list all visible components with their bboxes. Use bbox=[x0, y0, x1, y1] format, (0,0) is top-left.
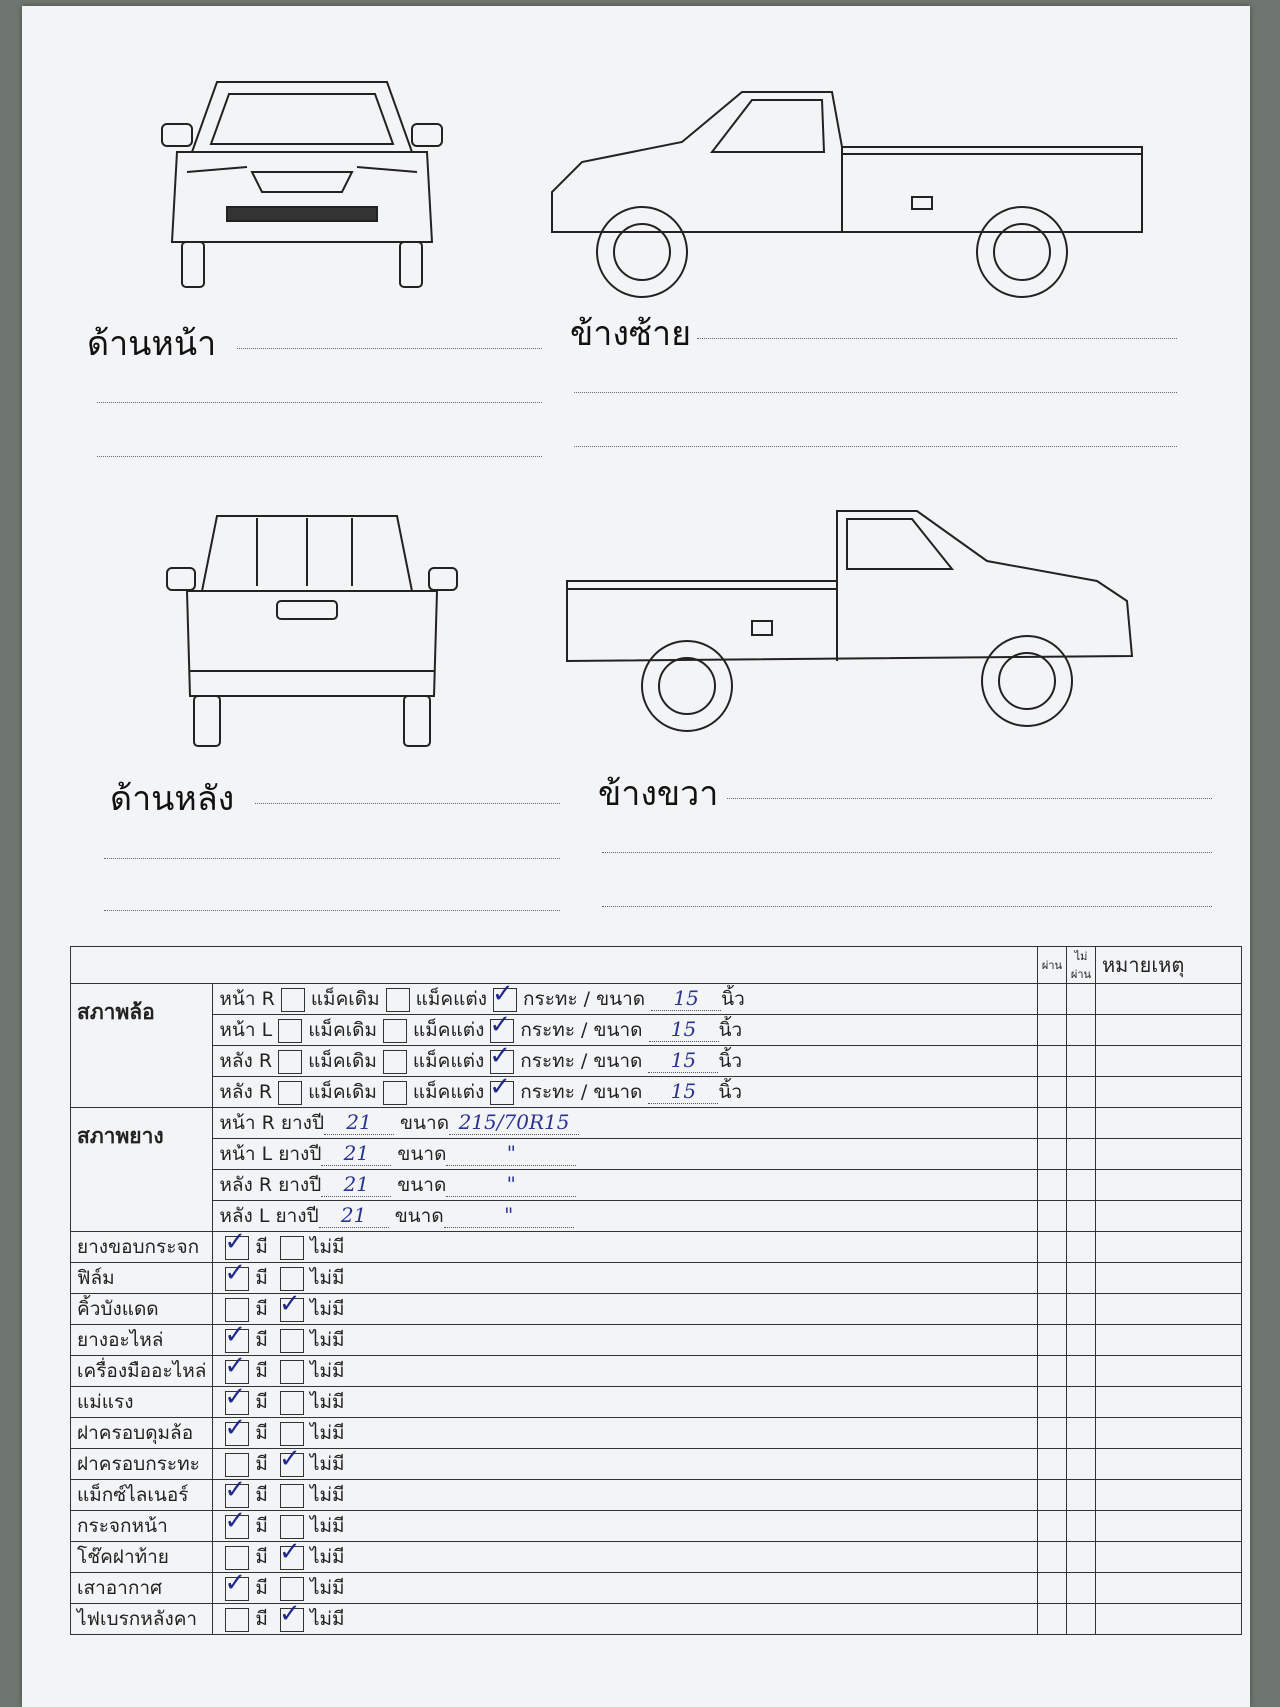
has-checkbox[interactable] bbox=[224, 1226, 249, 1260]
right-note-line[interactable] bbox=[602, 906, 1212, 907]
fail-cell[interactable] bbox=[1067, 1201, 1096, 1232]
item-name: คิ้วบังแดด bbox=[71, 1294, 213, 1325]
table-row bbox=[71, 984, 1242, 1015]
item-name: เครื่องมืออะไหล่ bbox=[71, 1356, 213, 1387]
none-label: ไม่มี bbox=[309, 1422, 345, 1444]
tire-size-value[interactable]: " bbox=[446, 1141, 576, 1166]
fail-cell[interactable] bbox=[1067, 1077, 1096, 1108]
tire-year-value[interactable]: 21 bbox=[321, 1141, 391, 1166]
custom-mag-label: แม็คแต่ง bbox=[412, 1081, 485, 1103]
none-checkbox[interactable] bbox=[280, 1422, 304, 1446]
wheel-size-value[interactable]: 15 bbox=[648, 1048, 718, 1073]
left-note-line[interactable] bbox=[697, 338, 1177, 339]
original-mag-label: แม็คเดิม bbox=[310, 988, 380, 1010]
none-label: ไม่มี bbox=[309, 1608, 345, 1630]
has-label: มี bbox=[255, 1267, 268, 1289]
fail-cell[interactable] bbox=[1067, 1139, 1096, 1170]
fail-cell[interactable] bbox=[1067, 1356, 1096, 1387]
table-row bbox=[71, 1418, 1242, 1449]
tire-year-label: ยางปี bbox=[275, 1205, 319, 1227]
none-checkbox[interactable] bbox=[280, 1267, 304, 1291]
none-label: ไม่มี bbox=[309, 1484, 345, 1506]
has-checkbox[interactable] bbox=[224, 1350, 249, 1384]
front-view-label: ด้านหน้า bbox=[87, 324, 217, 364]
none-label: ไม่มี bbox=[309, 1391, 345, 1413]
fail-cell[interactable] bbox=[1067, 1263, 1096, 1294]
pass-cell[interactable] bbox=[1038, 1511, 1067, 1542]
tire-size-label: ขนาด bbox=[397, 1174, 447, 1196]
pass-cell[interactable] bbox=[1038, 1077, 1067, 1108]
rear-note-line[interactable] bbox=[255, 803, 560, 804]
left-note-line[interactable] bbox=[574, 446, 1177, 447]
checkmark-icon: ✓ bbox=[224, 1474, 247, 1505]
none-label: ไม่มี bbox=[309, 1298, 345, 1320]
table-row bbox=[71, 1015, 1242, 1046]
has-checkbox[interactable] bbox=[224, 1412, 249, 1446]
original-mag-checkbox[interactable] bbox=[281, 988, 305, 1012]
pass-cell[interactable] bbox=[1038, 1418, 1067, 1449]
none-label: ไม่มี bbox=[309, 1577, 345, 1599]
item-name: ฝาครอบกระทะ bbox=[71, 1449, 213, 1480]
remarks-cell[interactable] bbox=[1096, 1046, 1242, 1077]
tire-year-value[interactable]: 21 bbox=[319, 1203, 389, 1228]
checkmark-icon: ✓ bbox=[224, 1567, 247, 1598]
checkmark-icon: ✓ bbox=[224, 1226, 247, 1257]
remarks-cell[interactable] bbox=[1096, 1139, 1242, 1170]
tire-position: หน้า R bbox=[219, 1112, 275, 1134]
has-label: มี bbox=[255, 1546, 268, 1568]
has-label: มี bbox=[255, 1360, 268, 1382]
checkmark-icon: ✓ bbox=[489, 1071, 512, 1102]
none-checkbox[interactable] bbox=[278, 1598, 304, 1632]
fail-cell[interactable] bbox=[1067, 1294, 1096, 1325]
custom-mag-label: แม็คแต่ง bbox=[413, 1019, 485, 1041]
item-name: แม็กซ์ไลเนอร์ bbox=[71, 1480, 213, 1511]
none-label: ไม่มี bbox=[309, 1360, 345, 1382]
tire-position: หลัง L bbox=[219, 1205, 270, 1227]
item-name: ไฟเบรกหลังคา bbox=[71, 1604, 213, 1635]
pass-cell[interactable] bbox=[1038, 1387, 1067, 1418]
custom-mag-checkbox[interactable] bbox=[386, 988, 410, 1012]
wheel-size-value[interactable]: 15 bbox=[649, 1017, 719, 1042]
none-checkbox[interactable] bbox=[278, 1536, 304, 1570]
remarks-cell[interactable] bbox=[1096, 1015, 1242, 1046]
custom-mag-label: แม็คแต่ง bbox=[415, 988, 487, 1010]
remarks-cell[interactable] bbox=[1096, 1170, 1242, 1201]
fail-cell[interactable] bbox=[1067, 1418, 1096, 1449]
remarks-cell[interactable] bbox=[1096, 1573, 1242, 1604]
table-header-row bbox=[71, 947, 1242, 984]
none-checkbox[interactable] bbox=[278, 1443, 304, 1477]
remarks-cell[interactable] bbox=[1096, 1356, 1242, 1387]
tire-year-label: ยางปี bbox=[278, 1174, 322, 1196]
inspection-checklist-table bbox=[70, 946, 1242, 1635]
remarks-cell[interactable] bbox=[1096, 1232, 1242, 1263]
steel-wheel-label: กระทะ / ขนาด bbox=[520, 1081, 643, 1103]
has-label: มี bbox=[255, 1422, 268, 1444]
table-row bbox=[71, 1511, 1242, 1542]
remarks-cell[interactable] bbox=[1096, 1294, 1242, 1325]
has-checkbox[interactable] bbox=[224, 1381, 249, 1415]
remarks-column-header: หมายเหตุ bbox=[1096, 947, 1242, 984]
tire-position: หน้า L bbox=[219, 1143, 273, 1165]
table-row bbox=[71, 1046, 1242, 1077]
pass-cell[interactable] bbox=[1038, 1542, 1067, 1573]
has-checkbox[interactable] bbox=[225, 1546, 249, 1570]
checkmark-icon: ✓ bbox=[489, 1009, 512, 1040]
remarks-cell[interactable] bbox=[1096, 1542, 1242, 1573]
truck-front-drawing bbox=[157, 72, 447, 292]
has-checkbox[interactable] bbox=[224, 1319, 249, 1353]
tire-size-label: ขนาด bbox=[394, 1205, 444, 1227]
steel-wheel-checkbox[interactable] bbox=[489, 1040, 514, 1074]
pass-cell[interactable] bbox=[1038, 1480, 1067, 1511]
wheel-section bbox=[71, 978, 1242, 1108]
none-checkbox[interactable] bbox=[280, 1577, 304, 1601]
custom-mag-checkbox[interactable] bbox=[383, 1019, 407, 1043]
none-label: ไม่มี bbox=[309, 1515, 345, 1537]
checkmark-icon: ✓ bbox=[224, 1257, 247, 1288]
item-name: ฟิล์ม bbox=[71, 1263, 213, 1294]
none-label: ไม่มี bbox=[309, 1453, 345, 1475]
item-name: กระจกหน้า bbox=[71, 1511, 213, 1542]
right-note-line[interactable] bbox=[602, 852, 1212, 853]
fail-cell[interactable] bbox=[1067, 1046, 1096, 1077]
has-label: มี bbox=[255, 1391, 268, 1413]
inch-unit: นิ้ว bbox=[721, 988, 745, 1010]
none-checkbox[interactable] bbox=[280, 1515, 304, 1539]
truck-right-side-drawing bbox=[557, 501, 1207, 736]
original-mag-label: แม็คเดิม bbox=[308, 1019, 378, 1041]
fail-cell[interactable] bbox=[1067, 1015, 1096, 1046]
has-checkbox[interactable] bbox=[225, 1298, 249, 1322]
tire-size-label: ขนาด bbox=[397, 1143, 447, 1165]
table-row bbox=[71, 1573, 1242, 1604]
has-checkbox[interactable] bbox=[224, 1567, 249, 1601]
tire-year-value[interactable]: 21 bbox=[321, 1172, 391, 1197]
left-note-line[interactable] bbox=[574, 392, 1177, 393]
checkmark-icon: ✓ bbox=[489, 1040, 512, 1071]
item-name: ยางขอบกระจก bbox=[71, 1232, 213, 1263]
tire-year-label: ยางปี bbox=[280, 1112, 324, 1134]
steel-wheel-label: กระทะ / ขนาด bbox=[520, 1050, 643, 1072]
steel-wheel-checkbox[interactable] bbox=[489, 1009, 514, 1043]
original-mag-checkbox[interactable] bbox=[278, 1019, 302, 1043]
item-name: เสาอากาศ bbox=[71, 1573, 213, 1604]
pass-cell[interactable] bbox=[1038, 1573, 1067, 1604]
pass-cell[interactable] bbox=[1038, 1015, 1067, 1046]
fail-cell[interactable] bbox=[1067, 1170, 1096, 1201]
checkmark-icon: ✓ bbox=[278, 1598, 301, 1629]
fail-cell[interactable] bbox=[1067, 1511, 1096, 1542]
original-mag-checkbox[interactable] bbox=[278, 1081, 302, 1105]
custom-mag-label: แม็คแต่ง bbox=[412, 1050, 485, 1072]
table-row bbox=[71, 1077, 1242, 1108]
checkmark-icon: ✓ bbox=[492, 978, 514, 1009]
remarks-cell[interactable] bbox=[1096, 984, 1242, 1015]
truck-rear-drawing bbox=[162, 506, 462, 756]
has-label: มี bbox=[255, 1608, 268, 1630]
none-label: ไม่มี bbox=[309, 1546, 345, 1568]
custom-mag-checkbox[interactable] bbox=[383, 1081, 407, 1105]
pass-cell[interactable] bbox=[1038, 1170, 1067, 1201]
fail-cell[interactable] bbox=[1067, 1387, 1096, 1418]
none-checkbox[interactable] bbox=[280, 1360, 304, 1384]
remarks-cell[interactable] bbox=[1096, 1480, 1242, 1511]
has-label: มี bbox=[255, 1577, 268, 1599]
table-row bbox=[71, 1108, 1242, 1139]
original-mag-label: แม็คเดิม bbox=[308, 1050, 377, 1072]
tire-size-label: ขนาด bbox=[400, 1112, 450, 1134]
table-row bbox=[71, 1263, 1242, 1294]
front-note-line[interactable] bbox=[97, 402, 542, 403]
remarks-cell[interactable] bbox=[1096, 1387, 1242, 1418]
has-label: มี bbox=[255, 1329, 268, 1351]
steel-wheel-label: กระทะ / ขนาด bbox=[523, 988, 646, 1010]
inspection-sheet bbox=[22, 6, 1250, 1707]
has-label: มี bbox=[255, 1236, 268, 1258]
pass-column-header: ผ่าน bbox=[1038, 947, 1067, 984]
right-note-line[interactable] bbox=[727, 798, 1212, 799]
accessory-section bbox=[71, 1226, 1242, 1635]
inch-unit: นิ้ว bbox=[718, 1050, 743, 1072]
custom-mag-checkbox[interactable] bbox=[383, 1050, 407, 1074]
original-mag-checkbox[interactable] bbox=[278, 1050, 302, 1074]
tire-year-label: ยางปี bbox=[278, 1143, 322, 1165]
has-checkbox[interactable] bbox=[225, 1453, 249, 1477]
pass-cell[interactable] bbox=[1038, 1263, 1067, 1294]
table-row bbox=[71, 1604, 1242, 1635]
remarks-cell[interactable] bbox=[1096, 1604, 1242, 1635]
checkmark-icon: ✓ bbox=[224, 1505, 247, 1536]
table-row bbox=[71, 1139, 1242, 1170]
pass-cell[interactable] bbox=[1038, 1108, 1067, 1139]
pass-cell[interactable] bbox=[1038, 1356, 1067, 1387]
none-checkbox[interactable] bbox=[280, 1391, 304, 1415]
inch-unit: นิ้ว bbox=[718, 1081, 743, 1103]
none-checkbox[interactable] bbox=[280, 1236, 304, 1260]
remarks-cell[interactable] bbox=[1096, 1108, 1242, 1139]
checkmark-icon: ✓ bbox=[278, 1288, 301, 1319]
truck-left-side-drawing bbox=[542, 82, 1182, 312]
fail-column-header: ไม่ผ่าน bbox=[1067, 947, 1096, 984]
has-label: มี bbox=[255, 1298, 268, 1320]
steel-wheel-label: กระทะ / ขนาด bbox=[520, 1019, 643, 1041]
pass-cell[interactable] bbox=[1038, 1232, 1067, 1263]
pass-cell[interactable] bbox=[1038, 1201, 1067, 1232]
remarks-cell[interactable] bbox=[1096, 1511, 1242, 1542]
checkmark-icon: ✓ bbox=[278, 1536, 301, 1567]
wheel-position: หลัง R bbox=[219, 1050, 273, 1072]
wheel-position: หน้า L bbox=[219, 1019, 273, 1041]
remarks-cell[interactable] bbox=[1096, 1325, 1242, 1356]
wheel-position: หน้า R bbox=[219, 988, 275, 1010]
wheel-position: หลัง R bbox=[219, 1081, 273, 1103]
remarks-cell[interactable] bbox=[1096, 1418, 1242, 1449]
original-mag-label: แม็คเดิม bbox=[308, 1081, 377, 1103]
wheel-size-value[interactable]: 15 bbox=[651, 986, 721, 1011]
none-label: ไม่มี bbox=[309, 1236, 345, 1258]
tire-section-title: สภาพยาง bbox=[71, 1108, 213, 1232]
rear-note-line[interactable] bbox=[104, 910, 560, 911]
item-name: โช๊คฝาท้าย bbox=[71, 1542, 213, 1573]
fail-cell[interactable] bbox=[1067, 1480, 1096, 1511]
remarks-cell[interactable] bbox=[1096, 1449, 1242, 1480]
tire-size-value[interactable]: 215/70R15 bbox=[449, 1110, 579, 1135]
fail-cell[interactable] bbox=[1067, 1573, 1096, 1604]
remarks-cell[interactable] bbox=[1096, 1077, 1242, 1108]
left-view-label: ข้างซ้าย bbox=[570, 314, 692, 354]
remarks-cell[interactable] bbox=[1096, 1201, 1242, 1232]
has-checkbox[interactable] bbox=[224, 1257, 249, 1291]
wheel-size-value[interactable]: 15 bbox=[648, 1079, 718, 1104]
item-name: ฝาครอบดุมล้อ bbox=[71, 1418, 213, 1449]
steel-wheel-checkbox[interactable] bbox=[489, 1071, 514, 1105]
pass-cell[interactable] bbox=[1038, 1046, 1067, 1077]
steel-wheel-checkbox[interactable] bbox=[492, 978, 517, 1012]
right-view-label: ข้างขวา bbox=[598, 774, 719, 814]
checkmark-icon: ✓ bbox=[224, 1350, 247, 1381]
inch-unit: นิ้ว bbox=[718, 1019, 743, 1041]
tire-size-value[interactable]: " bbox=[444, 1203, 574, 1228]
fail-cell[interactable] bbox=[1067, 1325, 1096, 1356]
pass-cell[interactable] bbox=[1038, 1294, 1067, 1325]
item-name: ยางอะไหล่ bbox=[71, 1325, 213, 1356]
none-label: ไม่มี bbox=[309, 1267, 345, 1289]
pass-cell[interactable] bbox=[1038, 1139, 1067, 1170]
fail-cell[interactable] bbox=[1067, 984, 1096, 1015]
checkmark-icon: ✓ bbox=[278, 1443, 301, 1474]
has-label: มี bbox=[255, 1453, 268, 1475]
tire-position: หลัง R bbox=[219, 1174, 273, 1196]
rear-view-label: ด้านหลัง bbox=[110, 779, 235, 819]
checkmark-icon: ✓ bbox=[224, 1319, 247, 1350]
none-label: ไม่มี bbox=[309, 1329, 345, 1351]
front-note-line[interactable] bbox=[237, 348, 542, 349]
pass-cell[interactable] bbox=[1038, 1449, 1067, 1480]
front-note-line[interactable] bbox=[97, 456, 542, 457]
none-checkbox[interactable] bbox=[280, 1329, 304, 1353]
has-checkbox[interactable] bbox=[224, 1505, 249, 1539]
tire-size-value[interactable]: " bbox=[446, 1172, 576, 1197]
rear-note-line[interactable] bbox=[104, 858, 560, 859]
none-checkbox[interactable] bbox=[280, 1484, 304, 1508]
fail-cell[interactable] bbox=[1067, 1108, 1096, 1139]
has-label: มี bbox=[255, 1515, 268, 1537]
remarks-cell[interactable] bbox=[1096, 1263, 1242, 1294]
fail-cell[interactable] bbox=[1067, 1542, 1096, 1573]
fail-cell[interactable] bbox=[1067, 1232, 1096, 1263]
fail-cell[interactable] bbox=[1067, 1449, 1096, 1480]
fail-cell[interactable] bbox=[1067, 1604, 1096, 1635]
pass-cell[interactable] bbox=[1038, 1604, 1067, 1635]
pass-cell[interactable] bbox=[1038, 984, 1067, 1015]
has-checkbox[interactable] bbox=[225, 1608, 249, 1632]
checkmark-icon: ✓ bbox=[224, 1381, 247, 1412]
tire-year-value[interactable]: 21 bbox=[324, 1110, 394, 1135]
pass-cell[interactable] bbox=[1038, 1325, 1067, 1356]
none-checkbox[interactable] bbox=[278, 1288, 304, 1322]
has-label: มี bbox=[255, 1484, 268, 1506]
table-row bbox=[71, 1170, 1242, 1201]
wheel-section-title: สภาพล้อ bbox=[71, 984, 213, 1108]
has-checkbox[interactable] bbox=[224, 1474, 249, 1508]
item-name: แม่แรง bbox=[71, 1387, 213, 1418]
checkmark-icon: ✓ bbox=[224, 1412, 247, 1443]
tire-section bbox=[71, 1108, 1242, 1232]
